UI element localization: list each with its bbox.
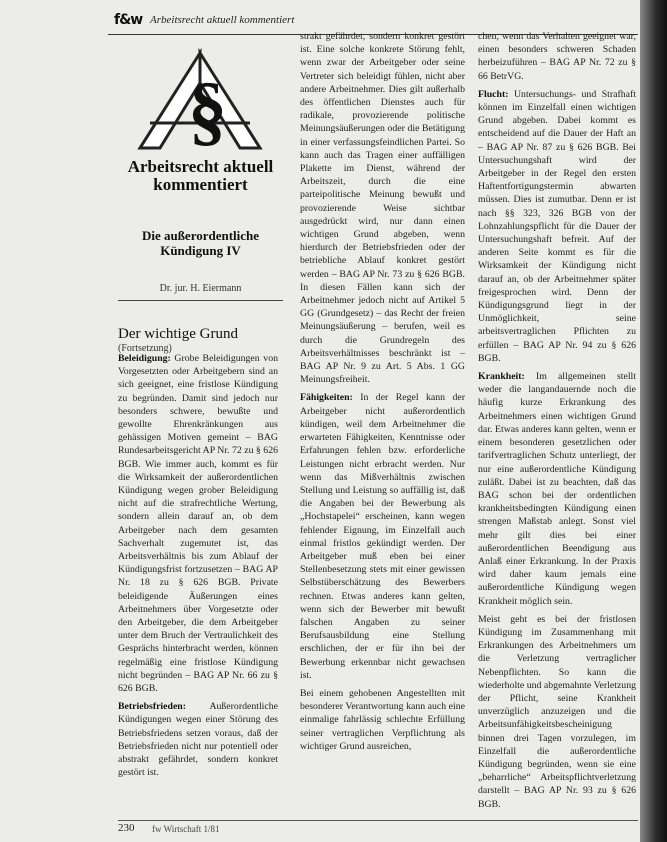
article-author: Dr. jur. H. Eiermann bbox=[159, 283, 242, 294]
svg-text:§: § bbox=[188, 66, 227, 153]
page-number: 230 bbox=[118, 822, 135, 834]
paragraph bbox=[118, 700, 278, 779]
paragraph-text: strakt gefährdet, sondern konkret gestört ist. Eine solche konkrete Störung fehlt, wenn zwar der Arbeitgeber oder seine Vertreter sich beleidigt fühlen, nicht aber andere Arbeitnehmer. Dies gilt außerhalb des öffentlichen Dienstes auch für radikale, provozierende politische Meinungsäußerungen oder die Betätigung in einer verfassungsfeindlichen Partei. So kann auch das Tragen einer auffälligen Plakette im Dienst, während der Arbeitszeit, durch die eine parteipolitische Meinung bewußt und provozierende Weise sichtbar ausgedrückt wird, nur dann einen wichtigen Grund abgeben, wenn hierdurch der Betriebsfrieden oder der betriebliche Ablauf konkret gestört werden – BAG AP Nr. 73 zu § 626 BGB. In diesen Fällen kann sich der Arbeitnehmer jedoch nicht auf Artikel 5 GG (Grundgesetz) – das Recht der freien Meinungsäußerung – berufen, weil es durch die Grundregeln des Arbeitsverhältnisses beschränkt ist – BAG AP Nr. 9 zu Art. 5 Abs. 1 GG Meinungsfreiheit. bbox=[300, 31, 465, 386]
paragraph bbox=[300, 687, 465, 753]
paragraph-text: Im allgemeinen stellt weder die langandauernde noch die häufig kurze Erkrankung des Arbeitnehmers einen wichtigen Grund dar. Etwas anderes kann gelten, wenn er einem besonderen gesetzlichen oder tarifvertraglichen Schutz unterliegt, der nur eine außerordentliche Kündigung zuläßt. Dabei ist zu beachten, daß das BAG schon bei der ordentlichen krankheitsbedingten Kündigung einen strengen Maßstab anlegt. Sonst viel mehr gilt dies bei einer außerordentlichen Beendigung aus Anlaß einer Erkrankung. In der Praxis wird daher kaum jemals eine außerordentliche Kündigung wegen Krankheit möglich sein. bbox=[478, 371, 636, 607]
paragraph-text: Bei einem gehobenen Angestellten mit besonderer Verantwortung kann auch eine einmalige fahrlässig schlechte Erfüllung seiner vertraglichen Verpflichtung als wichtiger Grund ausreichen, bbox=[300, 687, 465, 752]
paragraph bbox=[300, 30, 465, 386]
article-title: Die außerordentliche Kündigung IV bbox=[141, 228, 260, 258]
paragraph bbox=[300, 391, 465, 681]
paragraph-text: Untersuchungs- und Strafhaft können im Einzelfall einen wichtigen Grund abgeben. Dabei kommt es entscheidend auf die Dauer der Haft an – BAG AP Nr. 87 zu § 626 BGB. Bei Untersuchungshaft wird der Arbeitgeber in der Regel den ersten Haftentfortigungstermin abwarten müssen. Dies ist zumutbar. Denn er ist nach §§ 323, 326 BGB von der Lohnzahlungspflicht für die Dauer der Untersuchungshaft befreit. Auf der anderen Seite kommt es für die Wirksamkeit der Kündigung nicht darauf an, ob der Arbeitnehmer später freigesprochen wird. Denn der Kündigungsgrund liegt in der Unmöglichkeit, seine arbeitsvertraglichen Pflichten zu erfüllen – BAG AP Nr. 94 zu § 626 BGB. bbox=[478, 88, 636, 364]
paragraph bbox=[478, 370, 636, 608]
paragraph-text: In der Regel kann der Arbeitgeber nicht außerordentlich kündigen, weil dem Arbeitnehmer die erwarteten Fähigkeiten, Kenntnisse oder Erfahrungen fehlen bzw. erforderliche Leistungen nicht erbracht werden. Nur wenn das Mißverhältnis zwischen Stellung und Leistung so auffällig ist, daß die Angaben bei der Bewerbung als „Hochstapelei“ erscheinen, kann wegen fehlender Eignung, im Einzelfall auch einmal fristlos gekündigt werden. Der Arbeitgeber muß eben bei einer Stellenbesetzung stets mit einer gewissen Selbstüberschätzung des Bewerbers rechnen. Etwas anderes kann gelten, wenn sich der Bewerber mit bewußt falschen Angaben zu seiner Berufsausbildung eine Stellung erschlichen, der er für ihn bei der Bewerbung erkennbar nicht gewachsen ist. bbox=[300, 392, 465, 681]
section-heading: Der wichtige Grund bbox=[118, 326, 238, 342]
paragraph bbox=[478, 613, 636, 811]
paragraph-lead: Fähigkeiten: bbox=[300, 392, 353, 404]
footer-rule bbox=[118, 820, 638, 821]
paragraph bbox=[478, 30, 636, 83]
paragraph-text: chen, wenn das Verhalten geeignet war, einen besonders schweren Schaden herbeizuführen – BAG AP Nr. 72 zu § 66 BetrVG. bbox=[478, 31, 636, 82]
paragraph-logo-icon bbox=[130, 48, 270, 158]
paragraph bbox=[478, 88, 636, 365]
binding-shadow bbox=[640, 0, 667, 842]
paragraph-lead: Krankheit: bbox=[478, 371, 525, 383]
divider bbox=[118, 300, 283, 301]
journal-issue: fw Wirtschaft 1/81 bbox=[152, 824, 220, 834]
journal-logo: f&w bbox=[114, 12, 143, 28]
text-column-2 bbox=[300, 30, 465, 758]
section-subtitle: (Fortsetzung) bbox=[118, 343, 172, 354]
paragraph-text: Meist geht es bei der fristlosen Kündigung im Zusammenhang mit Erkrankungen des Arbeitnehmers um die Verletzung vertraglicher Nebenpflichten. So kann die wiederholte und abgemahnte Verletzung der Pflicht, seine Krankheit unverzüglich anzuzeigen und die Arbeitsunfähigkeitsbescheinigung binnen drei Tagen vorzulegen, im Einzelfall die außerordentliche Kündigung begründen, wenn sie eine „beharrliche“ Arbeitspflichtverletzung darstellt – BAG AP Nr. 93 zu § 626 BGB. bbox=[478, 613, 636, 810]
paragraph-lead: Flucht: bbox=[478, 88, 509, 100]
paragraph-lead: Beleidigung: bbox=[118, 353, 171, 364]
text-column-3 bbox=[478, 30, 636, 816]
paragraph-text: Grobe Beleidigungen von Vorgesetzten oder Arbeitgebern sind an sich geeignet, eine fristlose Kündigung zu begründen. Damit sind jedoch nur besonders schwere, bewußte und gewollte Ehrenkränkungen aus gehässigen Motiven gemeint – BAG Rundesarbeitsgericht AP Nr. 72 zu § 626 BGB. Wie immer auch, kommt es für die Wirksamkeit der außerordentlichen Kündigung wegen grober Beleidigung nicht auf die strafrechtliche Wertung, sondern allein darauf an, ob dem Arbeitgeber nach dem gesamten Sachverhalt zugemutet ist, das Arbeitsverhältnis bis zum Ablauf der Kündigungsfrist fortzusetzen – BAG AP Nr. 18 zu § 626 BGB. Private beleidigende Äußerungen eines Arbeitnehmers über Vorgesetzte oder den Arbeitgeber, die dem Arbeitgeber unter dem Bruch der Vertraulichkeit des Gesprächs hinterbracht werden, können regelmäßig eine fristlose Kündigung nicht begründen – BAG AP Nr. 66 zu § 626 BGB. bbox=[118, 353, 278, 695]
text-column-1 bbox=[118, 352, 278, 785]
column-title: Arbeitsrecht aktuell kommentiert bbox=[127, 157, 274, 194]
paragraph-lead: Betriebsfrieden: bbox=[118, 701, 187, 713]
paragraph-text: Außerordentliche Kündigungen wegen einer Störung des Betriebsfriedens setzen voraus, daß der Betriebsfrieden nicht nur potentiell oder abstrakt gefährdet, sondern konkret gestört ist. bbox=[118, 701, 278, 779]
running-head: Arbeitsrecht aktuell kommentiert bbox=[150, 14, 295, 26]
paragraph bbox=[118, 352, 278, 695]
